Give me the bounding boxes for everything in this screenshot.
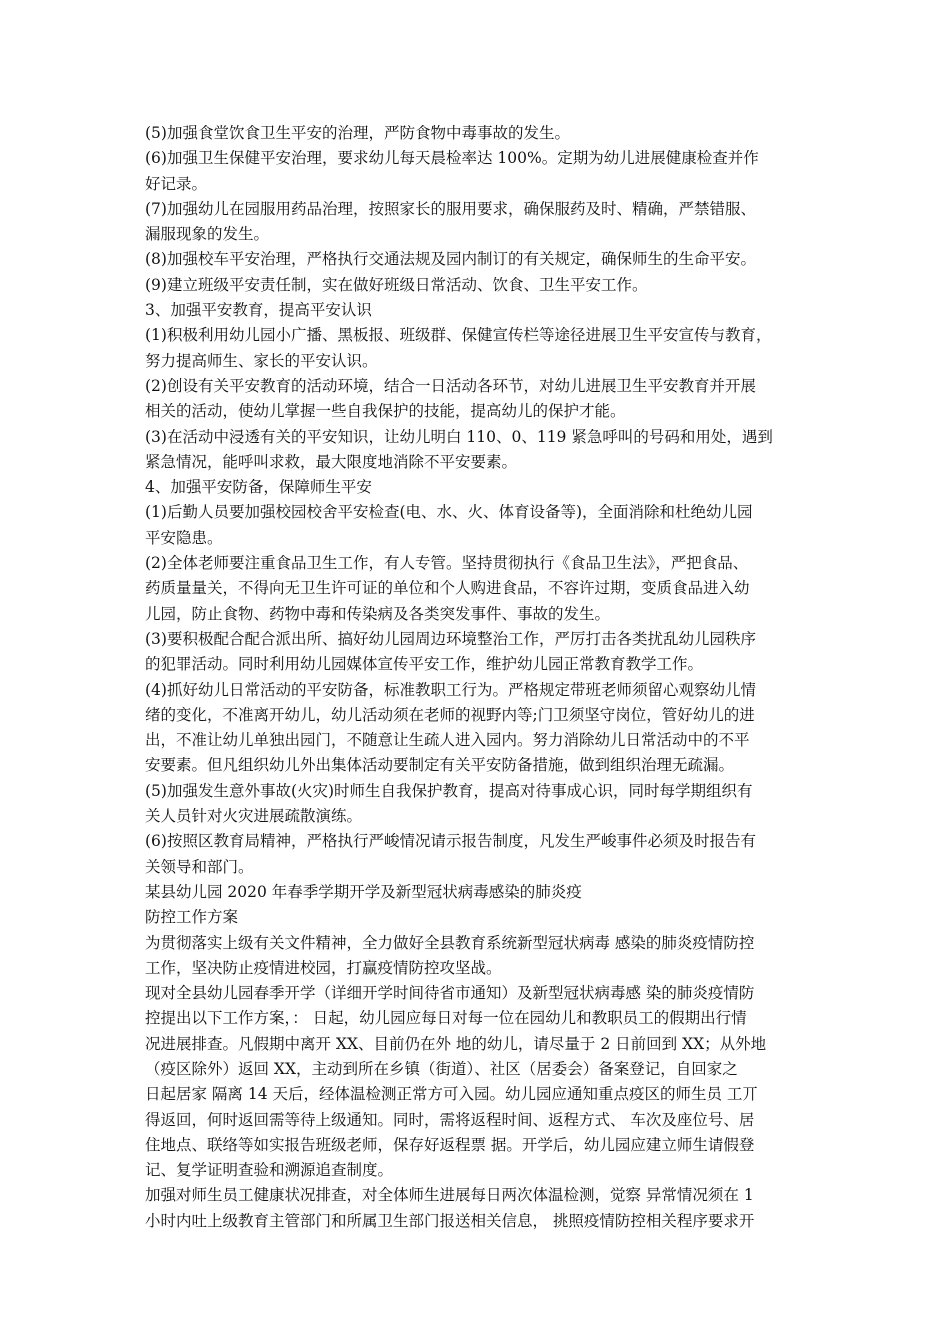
text-line: 安要素。但凡组织幼儿外出集体活动要制定有关平安防备措施，做到组织治理无疏漏。 [145,756,735,775]
text-line: (4)抓好幼儿日常活动的平安防备，标准教职工行为。严格规定带班老师须留心观察幼儿情 [145,680,756,699]
text-line: （疫区除外）返回 XX，主动到所在乡镇（街道）、社区（居委会）备案登记，自回家之 [145,1059,738,1078]
text-line: 住地点、联络等如实报告班级老师，保存好返程票 据。开学后，幼儿园应建立师生请假登 [145,1135,755,1154]
text-line: 现对全县幼儿园春季开学（详细开学时间待省市通知）及新型冠状病毒感 染的肺炎疫情防 [145,984,755,1003]
text-line: 加强对师生员工健康状况排查，对全体师生进展每日两次体温检测，觉察 异常情况须在 1 [145,1186,754,1205]
text-line: 控提出以下工作方案，： 日起，幼儿园应每日对每一位在园幼儿和教职员工的假期出行情 [145,1009,747,1028]
text-line: 漏服现象的发生。 [145,225,270,244]
text-line: 努力提高师生、家长的平安认识。 [145,351,378,370]
text-line: (6)按照区教育局精神，严格执行严峻情况请示报告制度，凡发生严峻事件必须及时报告有 [145,832,756,851]
text-line: (9)建立班级平安责任制，实在做好班级日常活动、饮食、卫生平安工作。 [145,275,648,294]
text-line: 记、复学证明查验和溯源追查制度。 [145,1161,394,1180]
text-line: (3)要积极配合配合派出所、搞好幼儿园周边环境整治工作，严厉打击各类扰乱幼儿园秩序 [145,629,756,648]
text-line: 工作，坚决防止疫情进校园，打赢疫情防控攻坚战。 [145,958,502,977]
text-line: 药质量量关，不得向无卫生许可证的单位和个人购进食品，不容许过期，变质食品进入幼 [145,579,750,598]
text-line: 某县幼儿园 2020 年春季学期开学及新型冠状病毒感染的肺炎疫 [145,882,582,901]
text-line: 关领导和部门。 [145,857,254,876]
text-line: (3)在活动中浸透有关的平安知识，让幼儿明白 110、0、119 紧急呼叫的号码和用处，遇到 [145,427,773,446]
text-line: 3、加强平安教育，提高平安认识 [145,301,372,320]
text-line: 的犯罪活动。同时利用幼儿园媒体宣传平安工作，维护幼儿园正常教育教学工作。 [145,655,704,674]
text-line: (8)加强校车平安治理，严格执行交通法规及园内制订的有关规定，确保师生的生命平安。 [145,250,756,269]
text-line: (7)加强幼儿在园服用药品治理，按照家长的服用要求，确保服药及时、精确，严禁错服、 [145,199,756,218]
text-line: (6)加强卫生保健平安治理，要求幼儿每天晨检率达 100%。定期为幼儿进展健康检查并作 [145,149,759,168]
document-body [145,121,809,1234]
text-line: (1)积极利用幼儿园小广播、黑板报、班级群、保健宣传栏等途径进展卫生平安宣传与教育， [145,326,772,345]
text-line: (5)加强食堂饮食卫生平安的治理，严防食物中毒事故的发生。 [145,124,570,142]
text-line: (2)全体老师要注重食品卫生工作，有人专管。坚持贯彻执行《食品卫生法》，严把食品、 [145,554,749,573]
text-line: 得返回，何时返回需等待上级通知。同时，需将返程时间、返程方式、 车次及座位号、居 [145,1110,755,1129]
text-line: 相关的活动，使幼儿掌握一些自我保护的技能，提高幼儿的保护才能。 [145,402,626,421]
text-line: (5)加强发生意外事故(火灾)时师生自我保护教育，提高对待事成心识，同时每学期组织有 [145,781,753,800]
text-line: 关人员针对火灾进展疏散演练。 [145,807,363,826]
text-line: 好记录。 [145,174,208,193]
text-line: 况进展排查。凡假期中离开 XX、目前仍在外 地的幼儿，请尽量于 2 日前回到 XX；从外地 [145,1034,767,1053]
text-line: 日起居家 隔离 14 天后，经体温检测正常方可入园。幼儿园应通知重点疫区的师生员 工丌 [145,1085,758,1104]
text-line: 小时内吐上级教育主管部门和所属卫生部门报送相关信息， 挑照疫情防控相关程序要求开 [145,1211,755,1230]
text-line: (2)创设有关平安教育的活动环境，结合一日活动各环节，对幼儿进展卫生平安教育并开展 [145,376,756,395]
text-line: 儿园，防止食物、药物中毒和传染病及各类突发事件、事故的发生。 [145,604,611,623]
text-line: 4、加强平安防备，保障师生平安 [145,478,372,497]
text-line: 平安隐患。 [145,528,223,547]
text-line: 绪的变化，不准离开幼儿，幼儿活动须在老师的视野内等;门卫须坚守岗位，管好幼儿的进 [145,705,755,724]
text-line: 防控工作方案 [145,908,239,927]
text-line: 出，不准让幼儿单独出园门，不随意让生疏人进入园内。努力消除幼儿日常活动中的不平 [145,731,750,750]
text-line: 为贯彻落实上级有关文件精神，全力做好全县教育系统新型冠状病毒 感染的肺炎疫情防控 [145,933,755,952]
text-line: (1)后勤人员要加强校园校舍平安检查(电、水、火、体育设备等)，全面消除和杜绝幼儿园 [145,503,753,522]
text-line: 紧急情况，能呼叫求救，最大限度地消除不平安要素。 [145,452,518,471]
